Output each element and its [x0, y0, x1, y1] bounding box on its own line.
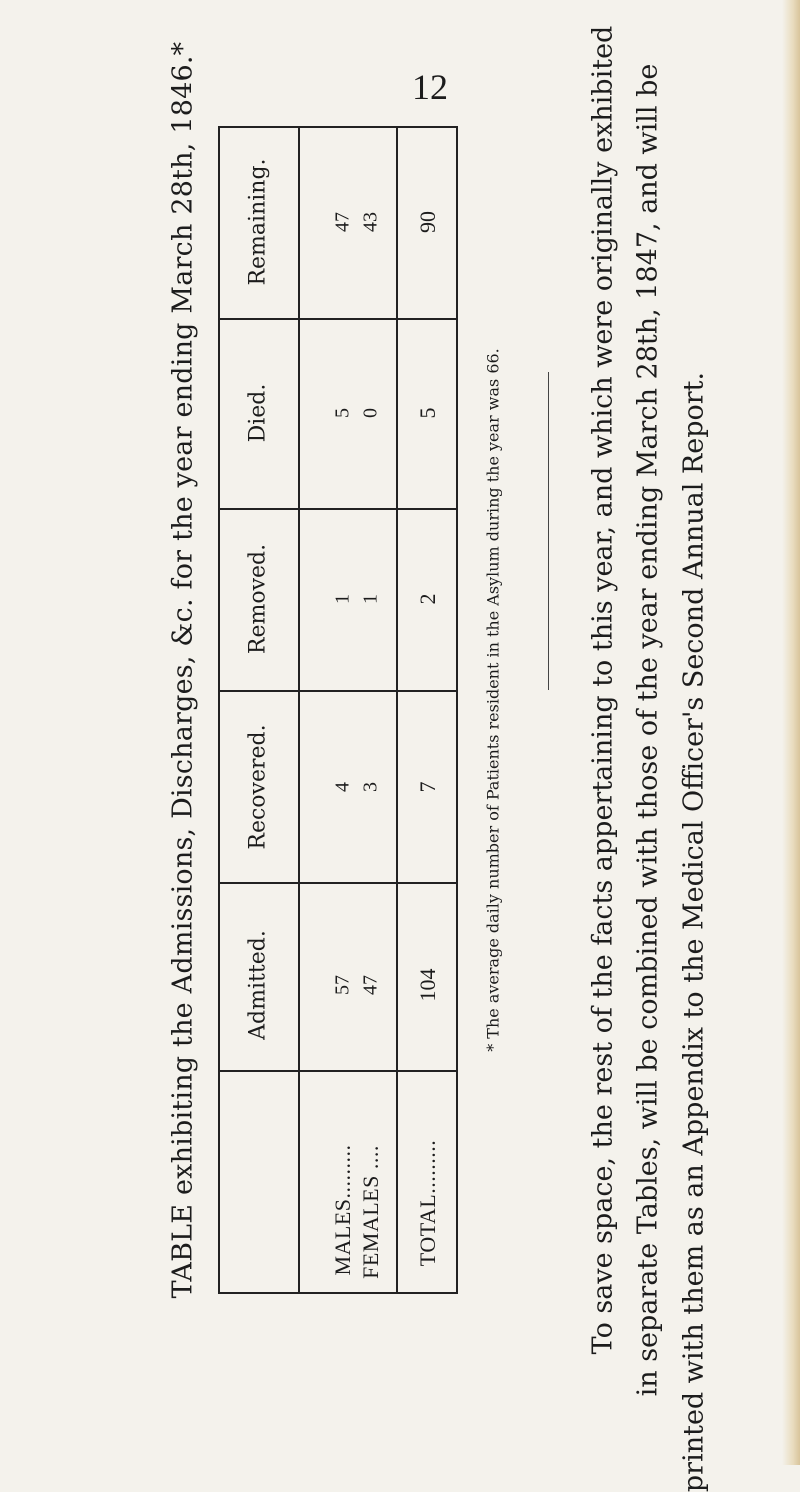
- table-border-top: [218, 126, 458, 128]
- row-label-females: FEMALES ....: [358, 1145, 383, 1279]
- cell-males-removed: 1: [331, 594, 354, 604]
- header-removed: Removed.: [245, 543, 271, 655]
- page-number: 12: [412, 67, 448, 107]
- column-divider: [218, 508, 458, 510]
- header-died: Died.: [245, 383, 271, 443]
- column-divider: [218, 1070, 458, 1072]
- column-divider: [218, 882, 458, 884]
- margin-rule: [548, 372, 549, 690]
- table-caption: TABLE exhibiting the Admissions, Discharges, &c. for the year ending March 28th, 1846.*: [167, 41, 199, 1299]
- paragraph-line-1: To save space, the rest of the facts appertaining to this year, and which were originally exhibited: [587, 25, 619, 1355]
- cell-females-died: 0: [359, 408, 382, 418]
- paragraph-line-3: printed with them as an Appendix to the Medical Officer's Second Annual Report.: [678, 371, 710, 1492]
- cell-females-remaining: 43: [359, 212, 382, 232]
- cell-males-recovered: 4: [331, 782, 354, 792]
- paragraph-line-2: in separate Tables, will be combined with those of the year ending March 28th, 1847, and will be: [632, 63, 664, 1397]
- cell-females-recovered: 3: [359, 782, 382, 792]
- header-recovered: Recovered.: [245, 724, 271, 850]
- header-remaining: Remaining.: [245, 158, 271, 286]
- cell-males-died: 5: [331, 408, 354, 418]
- cell-males-remaining: 47: [331, 212, 354, 232]
- column-divider: [218, 690, 458, 692]
- footnote: * The average daily number of Patients resident in the Asylum during the year was 66.: [483, 348, 503, 1052]
- row-label-total: TOTAL.........: [415, 1139, 440, 1267]
- column-divider: [218, 318, 458, 320]
- table-border-left: [218, 126, 220, 1294]
- cell-females-removed: 1: [359, 594, 382, 604]
- cell-total-remaining: 90: [415, 211, 440, 233]
- page-edge-shadow: [782, 0, 800, 1465]
- header-rule: [298, 126, 300, 1294]
- header-admitted: Admitted.: [245, 930, 271, 1040]
- row-label-males: MALES.........: [330, 1144, 355, 1276]
- total-rule: [396, 126, 398, 1294]
- cell-total-admitted: 104: [415, 968, 440, 1002]
- table-border-right: [456, 126, 458, 1294]
- cell-females-admitted: 47: [359, 975, 382, 995]
- cell-total-recovered: 7: [415, 781, 440, 793]
- table-border-bottom: [218, 1292, 458, 1294]
- cell-total-died: 5: [415, 407, 440, 419]
- cell-total-removed: 2: [415, 593, 440, 605]
- cell-males-admitted: 57: [331, 975, 354, 995]
